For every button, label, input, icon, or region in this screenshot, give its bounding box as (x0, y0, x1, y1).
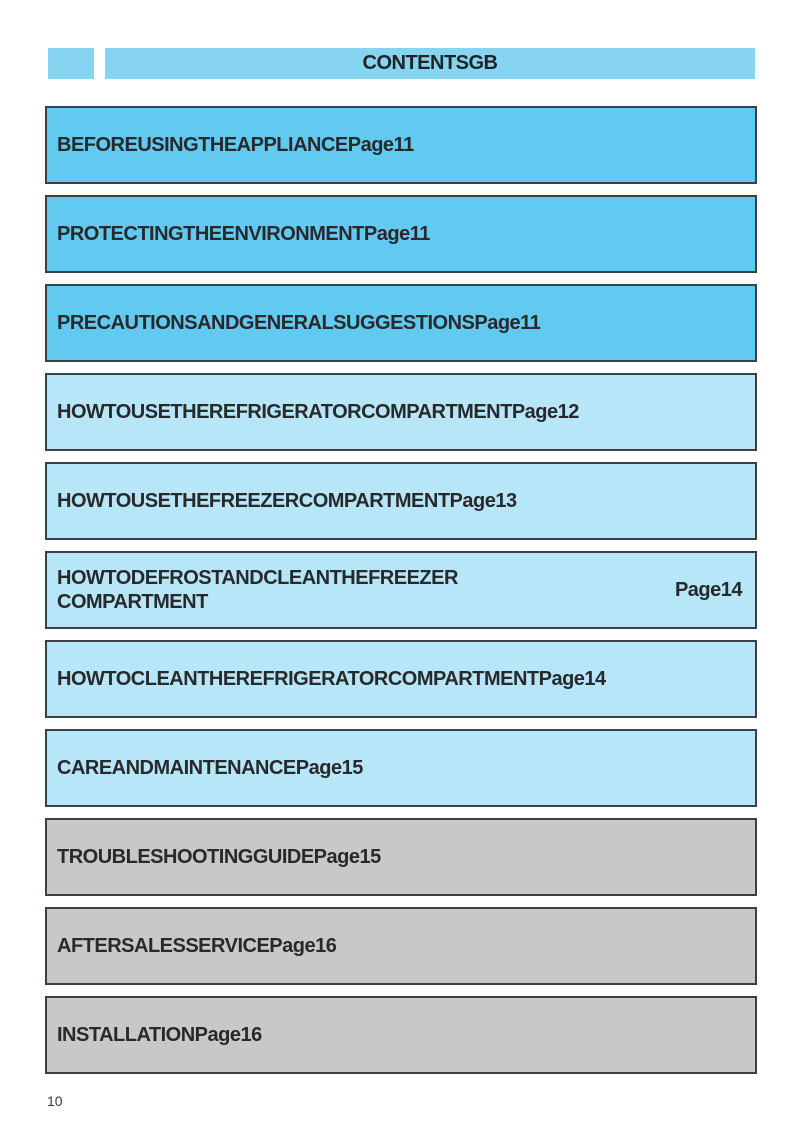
toc-entry-title: HOWTOCLEANTHEREFRIGERATORCOMPARTMENTPage14 (57, 668, 606, 690)
toc-entry-use-freezer (45, 462, 757, 540)
toc-entry-title: PRECAUTIONSANDGENERALSUGGESTIONSPage11 (57, 312, 541, 334)
toc-entry-troubleshooting (45, 818, 757, 896)
toc-entry-before-using (45, 106, 757, 184)
table-of-contents (45, 106, 757, 1074)
toc-entry-title: BEFOREUSINGTHEAPPLIANCEPage11 (57, 134, 414, 156)
toc-entry-title-line1: HOWTODEFROSTANDCLEANTHEFREEZER (57, 567, 458, 589)
toc-entry-title: HOWTOUSETHEFREEZERCOMPARTMENTPage13 (57, 490, 517, 512)
toc-entry-defrost-clean-freezer (45, 551, 757, 629)
toc-entry-installation (45, 996, 757, 1074)
page-title: CONTENTSGB (362, 52, 498, 74)
header-accent-square (48, 48, 94, 79)
toc-entry-title-line2: COMPARTMENT (57, 591, 208, 613)
toc-entry-page: Page14 (674, 578, 742, 601)
header-title-bar (105, 48, 755, 79)
toc-entry-use-refrigerator (45, 373, 757, 451)
toc-entry-title: TROUBLESHOOTINGGUIDEPage15 (57, 846, 381, 868)
toc-entry-care-maintenance (45, 729, 757, 807)
toc-entry-title: CAREANDMAINTENANCEPage15 (57, 757, 363, 779)
toc-entry-after-sales (45, 907, 757, 985)
contents-header (48, 48, 755, 79)
toc-entry-title: HOWTOUSETHEREFRIGERATORCOMPARTMENTPage12 (57, 401, 579, 423)
toc-entry-title: INSTALLATIONPage16 (57, 1024, 262, 1046)
toc-entry-precautions (45, 284, 757, 362)
toc-entry-clean-refrigerator (45, 640, 757, 718)
toc-entry-title (57, 566, 458, 614)
footer-page-number: 10 (47, 1093, 63, 1109)
toc-entry-title: AFTERSALESSERVICEPage16 (57, 935, 337, 957)
toc-entry-protecting-environment (45, 195, 757, 273)
toc-entry-title: PROTECTINGTHEENVIRONMENTPage11 (57, 223, 430, 245)
